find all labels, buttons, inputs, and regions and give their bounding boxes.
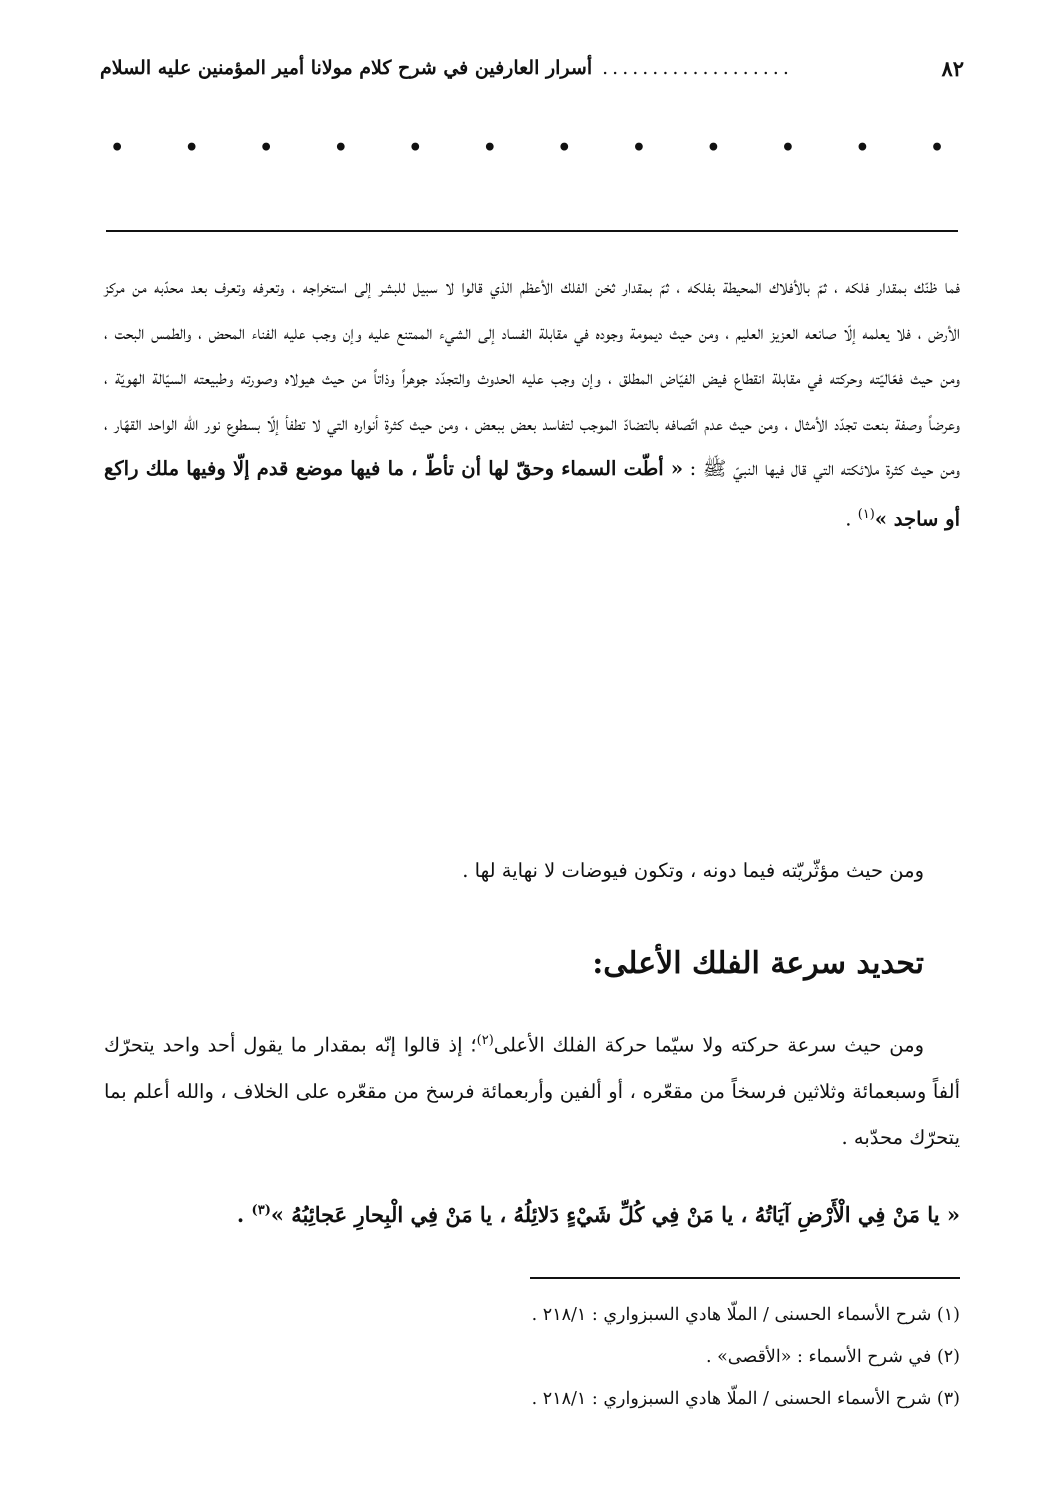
- page-number: ٨٢: [941, 55, 964, 81]
- section-text-a: ومن حيث سرعة حركته ولا سيّما حركة الفلك الأعلى: [493, 1033, 924, 1057]
- separator-dot: •: [259, 135, 274, 161]
- dua-text: « يا مَنْ فِي الْأَرْضِ آيَاتُهُ ، يا مَنْ فِي كُلِّ شَيْءٍ دَلائِلُهُ ، يا مَنْ فِي الْبِحارِ عَجائِبُهُ »: [270, 1202, 960, 1227]
- footnote-ref-3[interactable]: (٣): [251, 1203, 271, 1218]
- footnote-1: (١) شرح الأسماء الحسنى / الملّا هادي السبزواري : ٢١٨/١ .: [531, 1305, 960, 1325]
- separator-dot: •: [333, 135, 348, 161]
- section-heading: تحديد سرعة الفلك الأعلى:: [592, 946, 924, 981]
- separator-dot: •: [929, 135, 944, 161]
- quote-period: .: [845, 507, 858, 531]
- hadith-quote: « أطّت السماء وحقّ لها أن تأطّ ، ما فيها موضع قدم إلّا وفيها ملك راكع أو ساجد »: [104, 457, 960, 531]
- section-text-b: ؛ إذ قالوا إنّه بمقدار ما يقول أحد واحد يتحرّك ألفاً وسبعمائة وثلاثين فرسخاً من مقعّره ، أو ألفين وأربعمائة فرسخ من مقعّره على الخلاف ، والله أعلم بما يتحرّك محدّبه .: [104, 1033, 960, 1149]
- running-title: أسرار العارفين في شرح كلام مولانا أمير المؤمنين عليه السلام: [100, 57, 593, 79]
- separator-dot: •: [780, 135, 795, 161]
- header-rule: [106, 230, 958, 232]
- footnote-2: (٢) في شرح الأسماء : «الأقصى» .: [705, 1347, 960, 1367]
- footnote-rule: [530, 1277, 960, 1279]
- separator-dot: •: [706, 135, 721, 161]
- section-paragraph: [104, 1018, 960, 1161]
- footnote-3: (٣) شرح الأسماء الحسنى / الملّا هادي السبزواري : ٢١٨/١ .: [531, 1389, 960, 1409]
- paragraph-text: فما ظنّك بمقدار فلكه ، ثمّ بالأفلاك المحيطة بفلكه ، ثمّ بمقدار ثخن الفلك الأعظم الذي قالوا لا سبيل للبشر إلى استخراجه ، وتعرفه وتعرف بعد محدّبه من مركز الأرض ، فلا يعلمه إلّا صانعه العزيز العليم ، ومن حيث ديمومة وجوده في مقابلة الفساد إلى الشيء الممتنع عليه وإن وجب عليه الفناء المحض ، والطمس البحت ، ومن حيث فعّاليّته وحركته في مقابلة انقطاع فيض الفيّاض المطلق ، وإن وجب عليه الحدوث والتجدّد جوهراً وذاتاً من حيث هيولاه وصورته وطبيعته السيّالة الهويّة ، وعرضاً وصفة بنعت تجدّد الأمثال ، ومن حيث عدم اتّصافه بالتضادّ الموجب لتفاسد بعض ببعض ، ومن حيث كثرة أنواره التي لا تطفأ إلّا بسطوع نور الله الواحد القهّار ، ومن حيث كثرة ملائكته التي قال فيها النبيّ ﷺ :: [104, 275, 960, 481]
- separator-dot: •: [110, 135, 125, 161]
- supplication-quote: [104, 1188, 960, 1238]
- separator-dot: •: [482, 135, 497, 161]
- separator-dot: •: [184, 135, 199, 161]
- separator-dot: •: [855, 135, 870, 161]
- main-paragraph: [104, 264, 960, 542]
- running-header: [100, 48, 964, 88]
- dua-period: .: [236, 1202, 252, 1227]
- separator-dot: •: [408, 135, 423, 161]
- header-leader-dots: ...................: [602, 57, 793, 79]
- footnotes: [104, 1294, 960, 1420]
- footnote-ref-2[interactable]: (٢): [476, 1033, 494, 1048]
- decorative-separator: [110, 128, 944, 168]
- second-paragraph: ومن حيث مؤثّريّته فيما دونه ، وتكون فيوضات لا نهاية لها .: [462, 859, 924, 882]
- separator-dot: •: [557, 135, 572, 161]
- separator-dot: •: [631, 135, 646, 161]
- footnote-ref-1[interactable]: (١): [857, 506, 875, 522]
